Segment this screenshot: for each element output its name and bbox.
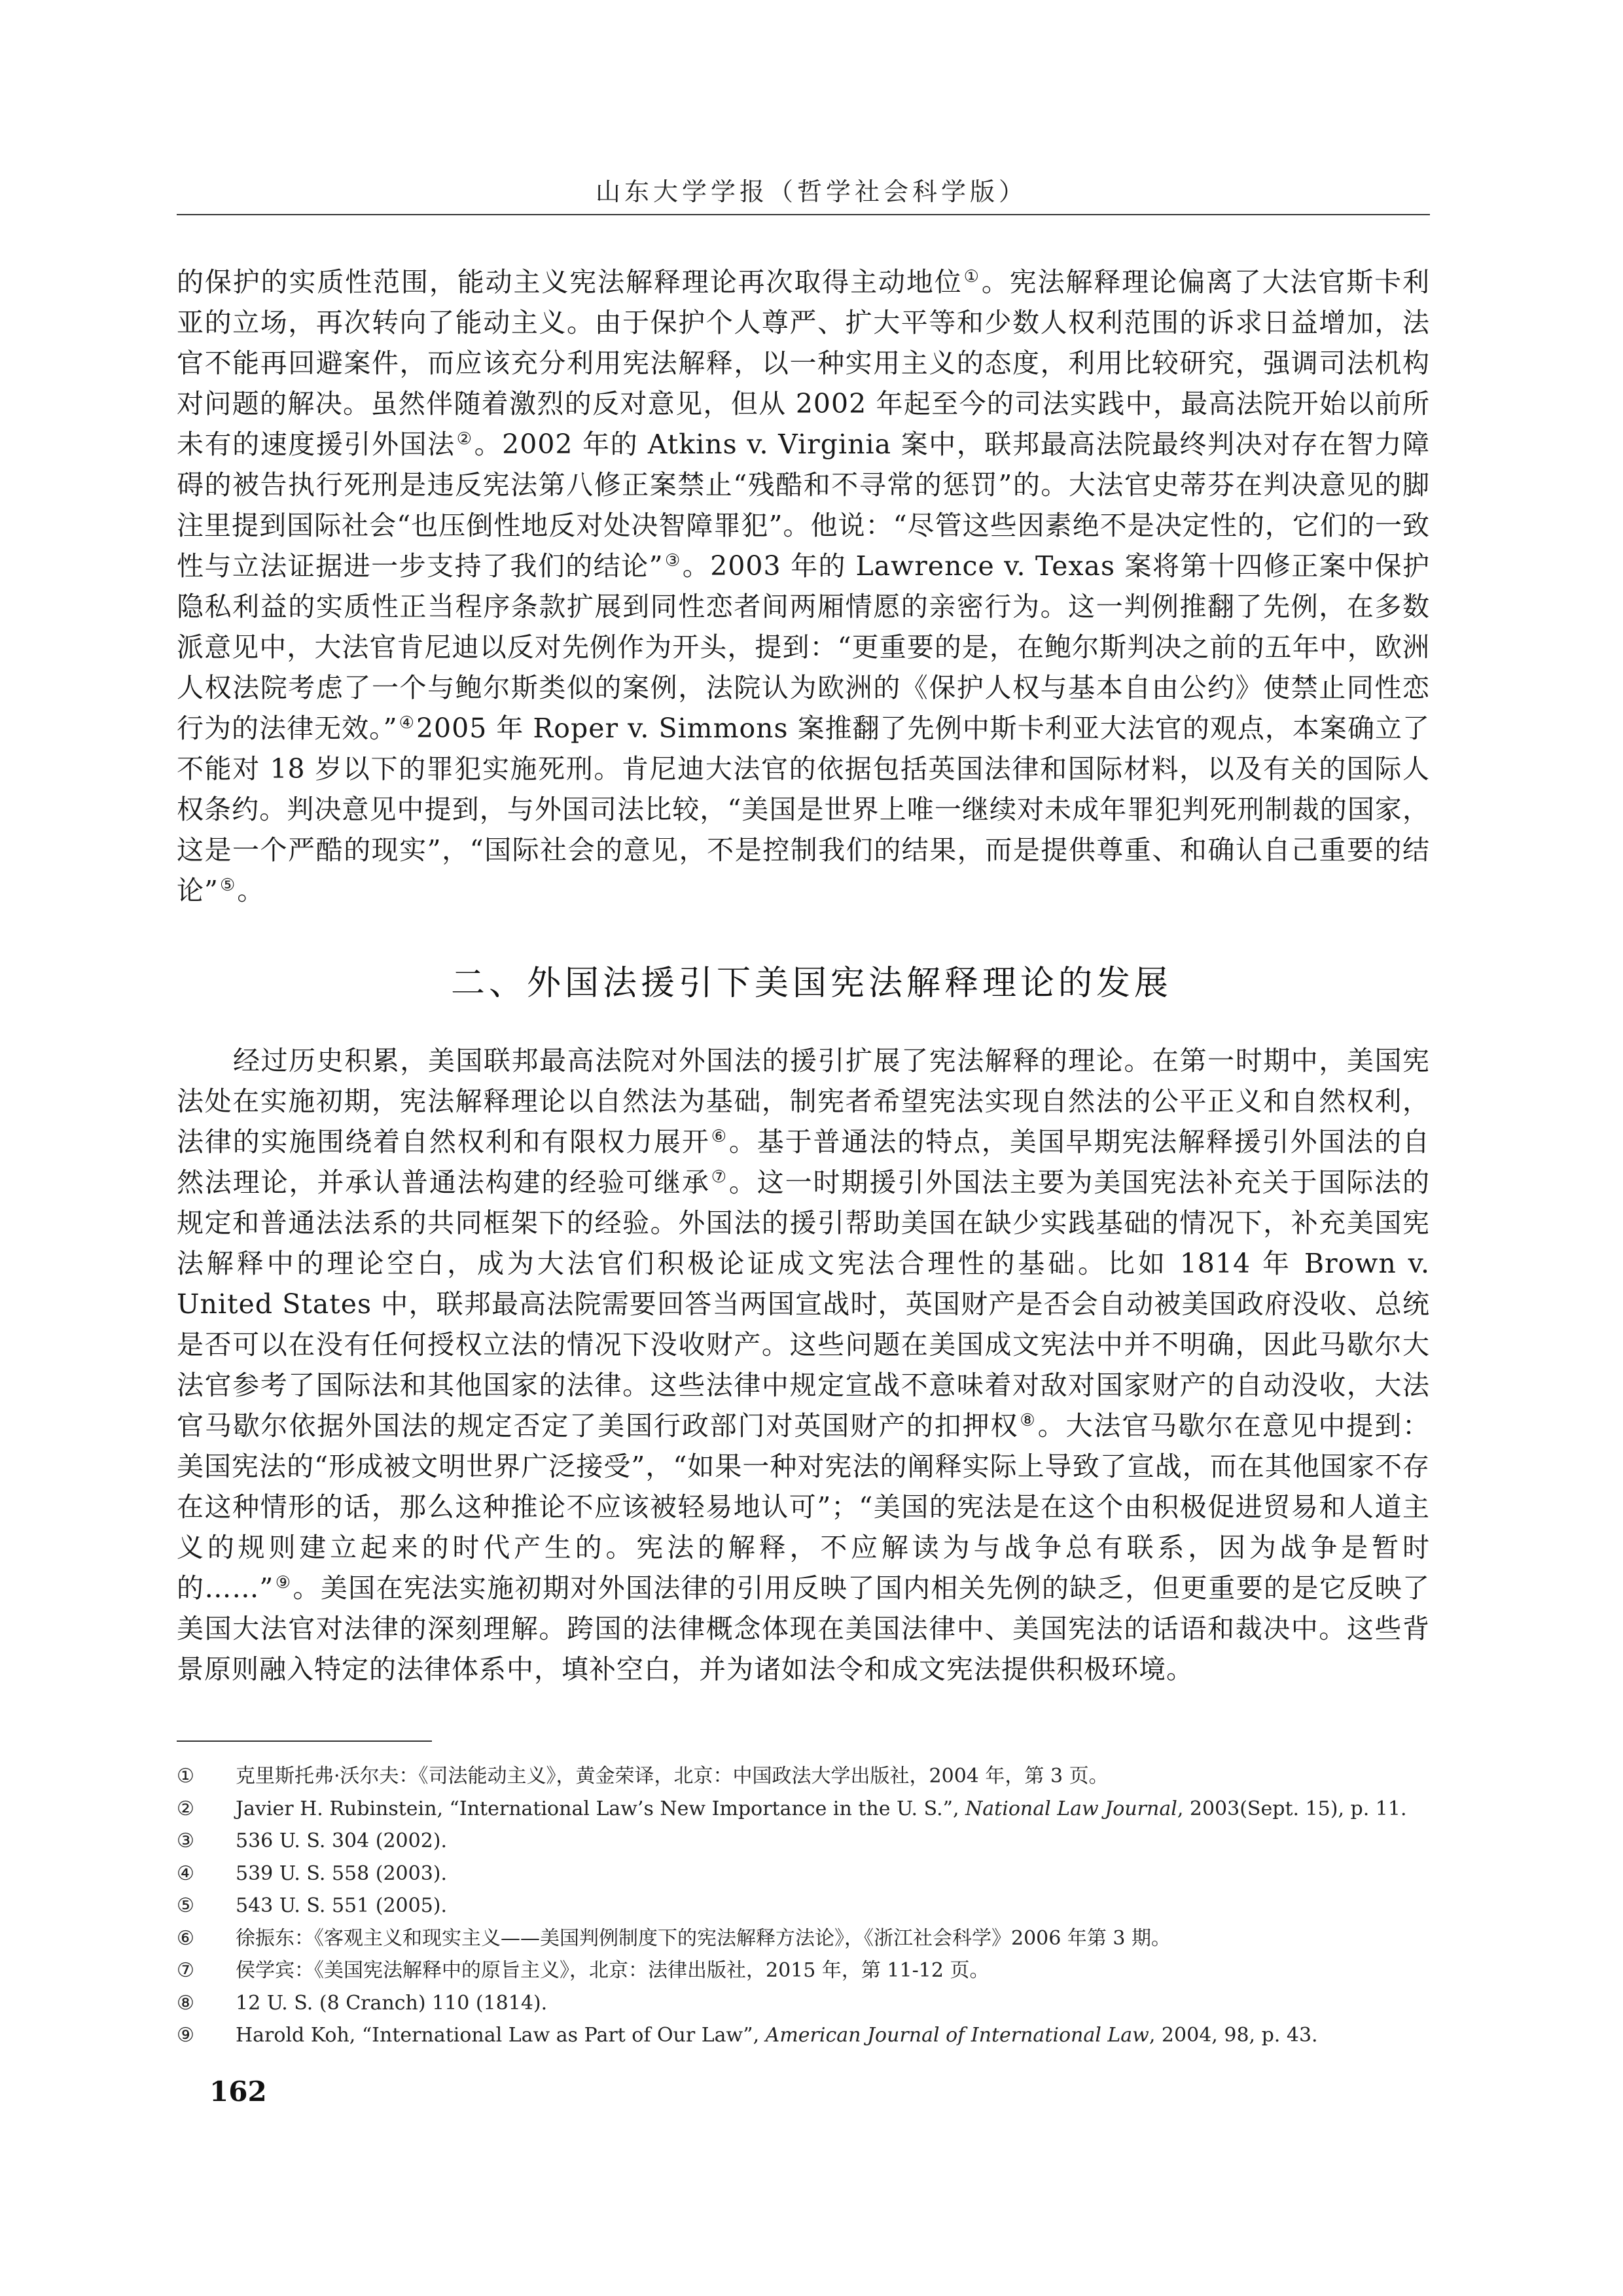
footnote-text: 539 U. S. 558 (2003).	[236, 1862, 448, 1885]
footnote-marker: ⑥	[177, 1926, 194, 1950]
paragraph-text: 。基于普通法的特点，美国早期宪法解释援引外国法的自然法理论，并承认普通法构建的经验可继承	[177, 1126, 1431, 1198]
footnote-list	[177, 1760, 1430, 2052]
footnote-item	[177, 1954, 1430, 1987]
footnote-text: 侯学宾：《美国宪法解释中的原旨主义》，北京：法律出版社，2015 年，第 11-12 页。	[236, 1959, 990, 1982]
footnote-marker: ④	[177, 1862, 194, 1885]
footnote-item	[177, 1793, 1430, 1826]
footnote-marker: ①	[177, 1765, 194, 1788]
footnote-marker: ③	[177, 1829, 194, 1852]
footnote-marker: ⑧	[177, 1991, 194, 2015]
footnote-divider	[177, 1740, 432, 1742]
footnote-text: 543 U. S. 551 (2005).	[236, 1894, 448, 1917]
running-header-journal-title: 山东大学学报（哲学社会科学版）	[595, 177, 1027, 206]
paragraph-text: 。	[237, 875, 265, 906]
footnote-journal-title: American Journal of International Law	[765, 2024, 1149, 2047]
paragraph-text: 经过历史积累，美国联邦最高法院对外国法的援引扩展了宪法解释的理论。在第一时期中，美国宪法处在实施初期，宪法解释理论以自然法为基础，制宪者希望宪法实现自然法的公平正义和自然权利，法律的实施围绕着自然权利和有限权力展开	[177, 1045, 1430, 1157]
footnote-marker: ②	[177, 1797, 194, 1820]
footnote-ref-7[interactable]: ⑦	[711, 1167, 728, 1187]
footnote-citation: Harold Koh, “International Law as Part of Our Law”,	[236, 2024, 766, 2047]
footnote-text	[236, 2019, 1318, 2052]
header-divider	[177, 214, 1430, 215]
footnote-item	[177, 1987, 1430, 2020]
paragraph-text: 的保护的实质性范围，能动主义宪法解释理论再次取得主动地位	[177, 266, 963, 298]
footnote-item	[177, 1858, 1430, 1890]
footnote-item	[177, 1825, 1430, 1858]
body-paragraph-1	[177, 262, 1430, 911]
footnote-ref-3[interactable]: ③	[664, 551, 681, 571]
footnote-ref-4[interactable]: ④	[399, 713, 415, 733]
page-number: 162	[209, 2075, 267, 2108]
paragraph-text: 。2002 年的 Atkins v. Virginia 案中，联邦最高法院最终判决对存在智力障碍的被告执行死刑是违反宪法第八修正案禁止“残酷和不寻常的惩罚”的。大法官史蒂芬在判决意见的脚注里提到国际社会“也压倒性地反对处决智障罪犯”。他说：“尽管这些因素绝不是决定性的，它们的一致性与立法证据进一步支持了我们的结论”	[177, 429, 1430, 582]
footnote-text: 克里斯托弗·沃尔夫：《司法能动主义》，黄金荣译，北京：中国政法大学出版社，2004 年，第 3 页。	[236, 1765, 1109, 1788]
paragraph-text: 。大法官马歇尔在意见中提到：美国宪法的“形成被文明世界广泛接受”，“如果一种对宪法的阐释实际上导致了宣战，而在其他国家不存在这种情形的话，那么这种推论不应该被轻易地认可”；“美国的宪法是在这个由积极促进贸易和人道主义的规则建立起来的时代产生的。宪法的解释，不应解读为与战争总有联系，因为战争是暂时的……”	[177, 1410, 1431, 1604]
footnote-citation: Javier H. Rubinstein, “International Law’s New Importance in the U. S.”,	[236, 1797, 966, 1820]
footnote-ref-5[interactable]: ⑤	[219, 875, 236, 895]
footnote-ref-6[interactable]: ⑥	[711, 1127, 728, 1146]
footnote-marker: ⑦	[177, 1959, 194, 1982]
footnote-text: 12 U. S. (8 Cranch) 110 (1814).	[236, 1991, 548, 2015]
footnote-ref-1[interactable]: ①	[963, 267, 980, 287]
paragraph-text: 2005 年 Roper v. Simmons 案推翻了先例中斯卡利亚大法官的观点，本案确立了不能对 18 岁以下的罪犯实施死刑。肯尼迪大法官的依据包括英国法律和国际材料，以及有关的国际人权条约。判决意见中提到，与外国司法比较，“美国是世界上唯一继续对未成年罪犯判死刑制裁的国家，这是一个严酷的现实”，“国际社会的意见，不是控制我们的结果，而是提供尊重、和确认自己重要的结论”	[177, 713, 1430, 906]
section-heading: 二、外国法援引下美国宪法解释理论的发展	[450, 964, 1172, 1003]
footnote-ref-9[interactable]: ⑨	[275, 1573, 292, 1593]
footnote-text: 536 U. S. 304 (2002).	[236, 1829, 448, 1852]
footnote-item	[177, 1760, 1430, 1793]
footnote-marker: ⑤	[177, 1894, 194, 1917]
paragraph-text: 。宪法解释理论偏离了大法官斯卡利亚的立场，再次转向了能动主义。由于保护个人尊严、扩大平等和少数人权利范围的诉求日益增加，法官不能再回避案件，而应该充分利用宪法解释，以一种实用主义的态度，利用比较研究，强调司法机构对问题的解决。虽然伴随着激烈的反对意见，但从 2002 年起至今的司法实践中，最高法院开始以前所未有的速度援引外国法	[177, 266, 1431, 460]
footnote-item	[177, 1890, 1430, 1922]
footnote-journal-title: National Law Journal	[965, 1797, 1177, 1820]
paragraph-text: 。这一时期援引外国法主要为美国宪法补充关于国际法的规定和普通法法系的共同框架下的经验。外国法的援引帮助美国在缺少实践基础的情况下，补充美国宪法解释中的理论空白，成为大法官们积极论证成文宪法合理性的基础。比如 1814 年 Brown v. United States 中，联邦最高法院需要回答当两国宣战时，英国财产是否会自动被美国政府没收、总统是否可以在没有任何授权立法的情况下没收财产。这些问题在美国成文宪法中并不明确，因此马歇尔大法官参考了国际法和其他国家的法律。这些法律中规定宣战不意味着对敌对国家财产的自动没收，大法官马歇尔依据外国法的规定否定了美国行政部门对英国财产的扣押权	[177, 1167, 1431, 1441]
footnote-text	[236, 1793, 1407, 1826]
footnote-item	[177, 2019, 1430, 2052]
paragraph-text: 。2003 年的 Lawrence v. Texas 案将第十四修正案中保护隐私利益的实质性正当程序条款扩展到同性恋者间两厢情愿的亲密行为。这一判例推翻了先例，在多数派意见中，大法官肯尼迪以反对先例作为开头，提到：“更重要的是，在鲍尔斯判决之前的五年中，欧洲人权法院考虑了一个与鲍尔斯类似的案例，法院认为欧洲的《保护人权与基本自由公约》使禁止同性恋行为的法律无效。”	[177, 550, 1430, 744]
paragraph-text: 。美国在宪法实施初期对外国法律的引用反映了国内相关先例的缺乏，但更重要的是它反映了美国大法官对法律的深刻理解。跨国的法律概念体现在美国法律中、美国宪法的话语和裁决中。这些背景原则融入特定的法律体系中，填补空白，并为诸如法令和成文宪法提供积极环境。	[177, 1572, 1431, 1685]
footnote-item	[177, 1922, 1430, 1955]
footnote-ref-2[interactable]: ②	[456, 429, 473, 449]
footnote-text: 徐振东：《客观主义和现实主义——美国判例制度下的宪法解释方法论》，《浙江社会科学》2006 年第 3 期。	[236, 1926, 1171, 1950]
footnote-citation-detail: , 2004, 98, p. 43.	[1149, 2024, 1318, 2047]
footnote-ref-8[interactable]: ⑧	[1020, 1411, 1037, 1430]
body-paragraph-2	[177, 1040, 1430, 1689]
footnote-marker: ⑨	[177, 2024, 194, 2047]
footnote-citation-detail: , 2003(Sept. 15), p. 11.	[1177, 1797, 1407, 1820]
